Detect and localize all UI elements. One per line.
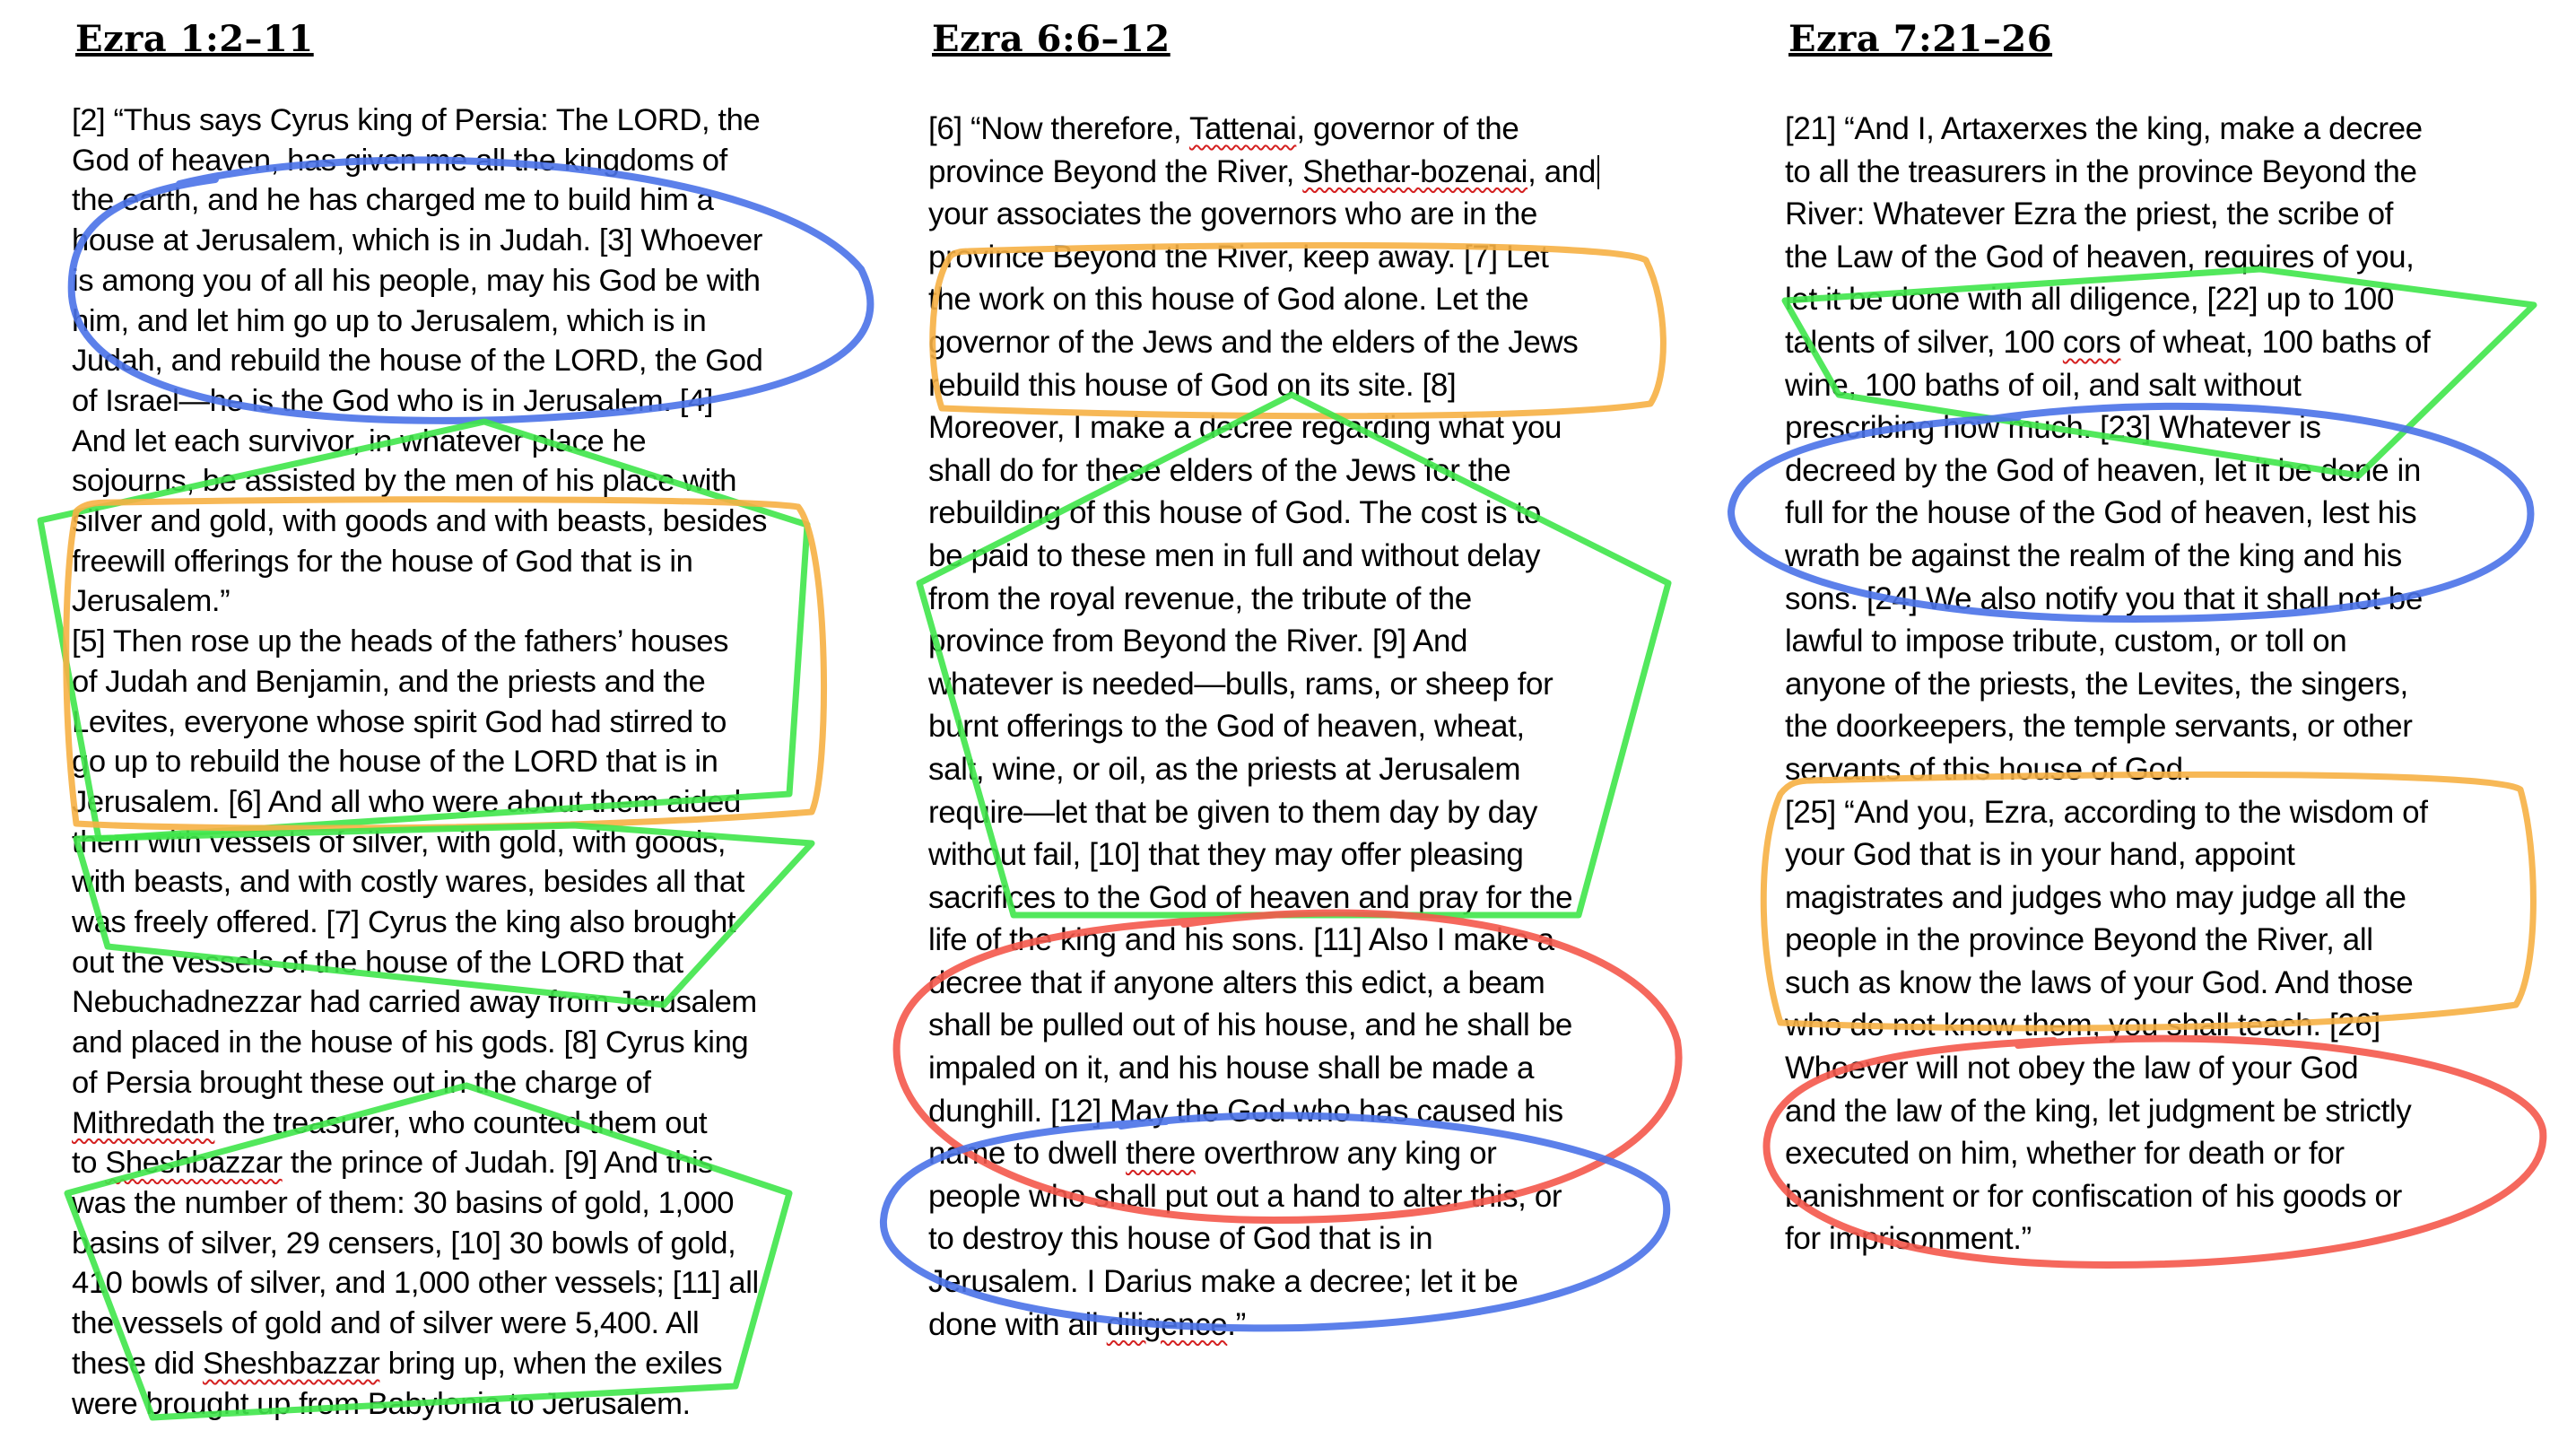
text-line	[1785, 151, 2430, 194]
text-segment: God of heaven, has given me all the kingdoms of	[72, 143, 727, 178]
text-segment: sojourns, be assisted by the men of his place with	[72, 464, 737, 499]
text-segment: sacrifices to the God of heaven and pray for the	[928, 879, 1573, 915]
text-segment: province Beyond the River, keep away. [7] Let	[928, 239, 1549, 275]
text-segment: Jerusalem.”	[72, 584, 231, 619]
text-segment: impaled on it, and his house shall be made a	[928, 1051, 1535, 1086]
text-segment: wrath be against the realm of the king and his	[1785, 537, 2402, 573]
text-line	[1785, 919, 2430, 962]
text-segment: servants of this house of God.	[1785, 751, 2191, 787]
text-line	[72, 381, 767, 422]
text-segment: , and	[1527, 153, 1596, 189]
text-segment: [5] Then rose up the heads of the fathers’ houses	[72, 624, 729, 659]
text-segment: were brought up from Babylonia to Jerusalem.	[72, 1386, 691, 1421]
text-cursor	[1597, 155, 1599, 189]
text-segment: Jerusalem. I Darius make a decree; let it be	[928, 1264, 1519, 1300]
text-segment: the work on this house of God alone. Let the	[928, 282, 1529, 318]
spellcheck-flagged-word: Sheshbazzar	[202, 1346, 380, 1381]
text-line	[1785, 1132, 2430, 1175]
text-line	[72, 1103, 767, 1144]
text-segment: them with vessels of silver, with gold, with goods,	[72, 824, 727, 859]
passage-text-ezra-1	[72, 100, 767, 1424]
text-segment: of Israel—he is the God who is in Jerusalem. [4]	[72, 383, 713, 418]
heading-ezra-7: Ezra 7:21–26	[1788, 18, 2053, 60]
text-line	[1785, 663, 2430, 706]
text-line	[928, 108, 1599, 151]
text-line	[928, 1132, 1599, 1175]
text-segment: [21] “And I, Artaxerxes the king, make a decree	[1785, 111, 2423, 146]
text-line	[72, 1304, 767, 1344]
heading-ezra-1: Ezra 1:2–11	[75, 18, 314, 60]
text-segment: let it be done with all diligence, [22] up to 100	[1785, 282, 2394, 318]
text-segment: of wheat, 100 baths of	[2120, 324, 2431, 360]
text-line	[72, 1023, 767, 1063]
spellcheck-flagged-word: Mithredath	[72, 1105, 215, 1140]
text-line	[72, 141, 767, 181]
text-segment: salt, wine, or oil, as the priests at Jerusalem	[928, 751, 1521, 787]
text-segment: [6] “Now therefore,	[928, 111, 1189, 146]
text-line	[928, 1175, 1599, 1218]
text-line	[1785, 1217, 2430, 1260]
text-line	[1785, 535, 2430, 578]
text-segment: be paid to these men in full and without delay	[928, 537, 1541, 573]
text-line	[1785, 364, 2430, 407]
text-line	[928, 791, 1599, 834]
text-segment: the earth, and he has charged me to build him a	[72, 183, 714, 218]
text-line	[72, 1143, 767, 1183]
text-line	[928, 535, 1599, 578]
text-segment: 410 bowls of silver, and 1,000 other vessels; [11] all	[72, 1266, 759, 1301]
text-segment: sons. [24] We also notify you that it shall not be	[1785, 580, 2423, 616]
text-line	[72, 461, 767, 502]
text-line	[1785, 962, 2430, 1005]
text-line	[1785, 620, 2430, 663]
text-line	[928, 833, 1599, 877]
text-segment: was freely offered. [7] Cyrus the king also brought	[72, 905, 736, 940]
text-segment: to destroy this house of God that is in	[928, 1221, 1433, 1257]
text-segment: rebuild this house of God on its site. [8]	[928, 367, 1457, 403]
spellcheck-flagged-word: there	[1126, 1136, 1196, 1172]
text-line	[928, 1217, 1599, 1260]
text-line	[1785, 278, 2430, 321]
text-line	[72, 622, 767, 662]
text-line	[72, 180, 767, 221]
text-segment: people who shall put out a hand to alter this, or	[928, 1178, 1562, 1214]
text-segment: province from Beyond the River. [9] And	[928, 624, 1468, 659]
text-line	[928, 1047, 1599, 1090]
text-line	[1785, 1090, 2430, 1133]
text-segment: and placed in the house of his gods. [8] Cyrus king	[72, 1025, 749, 1060]
text-segment: of Judah and Benjamin, and the priests and the	[72, 664, 706, 699]
text-line	[72, 502, 767, 542]
text-segment: basins of silver, 29 censers, [10] 30 bowls of gold,	[72, 1226, 736, 1260]
text-line	[928, 151, 1599, 194]
text-line	[72, 782, 767, 823]
spellcheck-flagged-word: Tattenai	[1188, 111, 1297, 146]
text-segment: [25] “And you, Ezra, according to the wisdom of	[1785, 794, 2428, 830]
text-line	[1785, 108, 2430, 151]
text-segment: the prince of Judah. [9] And this	[282, 1146, 714, 1181]
text-segment: lawful to impose tribute, custom, or toll on	[1785, 624, 2347, 659]
text-line	[72, 862, 767, 903]
text-segment: for imprisonment.”	[1785, 1221, 2032, 1257]
text-segment: .”	[1227, 1306, 1246, 1342]
text-line	[1785, 449, 2430, 493]
text-line	[928, 919, 1599, 962]
text-segment: house at Jerusalem, which is in Judah. [3] Whoever	[72, 223, 762, 258]
text-segment: rebuilding of this house of God. The cost is to	[928, 495, 1541, 531]
text-line	[72, 341, 767, 381]
text-line	[72, 1183, 767, 1224]
text-line	[72, 1063, 767, 1103]
text-line	[72, 1263, 767, 1304]
text-segment: banishment or for confiscation of his goods or	[1785, 1178, 2402, 1214]
text-line	[1785, 321, 2430, 364]
text-segment: and the law of the king, let judgment be strictly	[1785, 1093, 2412, 1129]
text-line	[72, 581, 767, 622]
text-line	[928, 1304, 1599, 1347]
text-segment: such as know the laws of your God. And those	[1785, 964, 2414, 1000]
text-segment: people in the province Beyond the River, all	[1785, 922, 2373, 958]
text-segment: to	[72, 1146, 106, 1181]
spellcheck-flagged-word: cors	[2062, 324, 2121, 360]
text-line	[928, 748, 1599, 791]
text-segment: the vessels of gold and of silver were 5,400. All	[72, 1306, 700, 1341]
text-line	[1785, 1047, 2430, 1090]
text-segment: to all the treasurers in the province Beyond the	[1785, 153, 2417, 189]
text-segment: wine, 100 baths of oil, and salt without	[1785, 367, 2302, 403]
text-segment: him, and let him go up to Jerusalem, which is in	[72, 303, 707, 338]
text-segment: burnt offerings to the God of heaven, wheat,	[928, 709, 1525, 745]
text-segment: decree that if anyone alters this edict, a beam	[928, 964, 1545, 1000]
text-segment: Moreover, I make a decree regarding what you	[928, 410, 1562, 446]
text-segment: silver and gold, with goods and with beasts, besides	[72, 504, 767, 539]
text-line	[72, 301, 767, 342]
text-line	[72, 1224, 767, 1264]
text-line	[72, 742, 767, 782]
spellcheck-flagged-word: diligence	[1106, 1306, 1228, 1342]
text-segment: Levites, everyone whose spirit God had stirred to	[72, 704, 727, 739]
text-line	[1785, 705, 2430, 748]
text-line	[928, 705, 1599, 748]
text-segment: bring up, when the exiles	[379, 1346, 723, 1381]
text-segment: the doorkeepers, the temple servants, or other	[1785, 709, 2413, 745]
text-segment: out the vessels of the house of the LORD that	[72, 945, 683, 980]
text-segment: [2] “Thus says Cyrus king of Persia: The LORD, the	[72, 103, 761, 137]
text-line	[928, 1004, 1599, 1047]
text-segment: shall be pulled out of his house, and he shall be	[928, 1007, 1572, 1043]
text-line	[72, 1344, 767, 1384]
passage-text-ezra-7	[1785, 108, 2430, 1260]
text-line	[1785, 791, 2430, 834]
text-line	[928, 449, 1599, 493]
text-line	[72, 702, 767, 743]
text-segment: Whoever will not obey the law of your God	[1785, 1051, 2359, 1086]
text-line	[72, 422, 767, 462]
text-segment: with beasts, and with costly wares, besides all that	[72, 865, 744, 900]
text-line	[928, 492, 1599, 535]
text-segment: your God that is in your hand, appoint	[1785, 837, 2295, 873]
text-line	[928, 236, 1599, 279]
text-segment: whatever is needed—bulls, rams, or sheep for	[928, 666, 1553, 702]
text-segment: is among you of all his people, may his God be with	[72, 263, 761, 298]
text-line	[928, 278, 1599, 321]
text-segment: prescribing how much. [23] Whatever is	[1785, 410, 2321, 446]
text-segment: Jerusalem. [6] And all who were about them aided	[72, 784, 741, 819]
text-line	[928, 321, 1599, 364]
text-segment: province Beyond the River,	[928, 153, 1303, 189]
text-segment: overthrow any king or	[1195, 1136, 1497, 1172]
text-segment: Judah, and rebuild the house of the LORD, the God	[72, 344, 763, 379]
text-segment: governor of the Jews and the elders of the Jews	[928, 324, 1579, 360]
text-line	[928, 578, 1599, 621]
text-segment: executed on him, whether for death or for	[1785, 1136, 2345, 1172]
text-line	[928, 962, 1599, 1005]
text-line	[928, 193, 1599, 236]
text-segment: , governor of the	[1296, 111, 1519, 146]
text-segment: name to dwell	[928, 1136, 1127, 1172]
passage-text-ezra-6	[928, 108, 1599, 1346]
text-line	[1785, 877, 2430, 920]
text-line	[928, 663, 1599, 706]
text-segment: magistrates and judges who may judge all the	[1785, 879, 2406, 915]
text-line	[72, 100, 767, 141]
text-segment: talents of silver, 100	[1785, 324, 2063, 360]
text-segment: decreed by the God of heaven, let it be done in	[1785, 452, 2421, 488]
text-segment: life of the king and his sons. [11] Also I make a	[928, 922, 1554, 958]
text-segment: And let each survivor, in whatever place he	[72, 423, 647, 458]
text-line	[72, 542, 767, 582]
text-segment: without fail, [10] that they may offer pleasing	[928, 837, 1524, 873]
text-line	[72, 943, 767, 983]
text-line	[1785, 833, 2430, 877]
text-line	[928, 620, 1599, 663]
text-line	[1785, 236, 2430, 279]
text-segment: anyone of the priests, the Levites, the singers,	[1785, 666, 2408, 702]
text-segment: dunghill. [12] May the God who has caused his	[928, 1093, 1563, 1129]
text-segment: who do not know them, you shall teach. [26]	[1785, 1007, 2380, 1043]
spellcheck-flagged-word: Shethar-bozenai	[1302, 153, 1528, 189]
text-line	[1785, 492, 2430, 535]
text-segment: the Law of the God of heaven, requires of you,	[1785, 239, 2415, 275]
text-line	[1785, 193, 2430, 236]
text-line	[1785, 406, 2430, 449]
text-segment: full for the house of the God of heaven, lest his	[1785, 495, 2417, 531]
text-line	[928, 406, 1599, 449]
text-line	[72, 903, 767, 943]
text-line	[72, 221, 767, 261]
text-segment: of Persia brought these out in the charge of	[72, 1065, 651, 1100]
text-segment: freewill offerings for the house of God that is in	[72, 544, 693, 579]
text-line	[1785, 1004, 2430, 1047]
text-line	[928, 1260, 1599, 1304]
text-segment: the treasurer, who counted them out	[214, 1105, 708, 1140]
text-segment: require—let that be given to them day by day	[928, 794, 1537, 830]
text-segment: River: Whatever Ezra the priest, the scribe of	[1785, 196, 2393, 232]
text-segment: done with all	[928, 1306, 1107, 1342]
text-line	[1785, 1175, 2430, 1218]
text-segment: Nebuchadnezzar had carried away from Jerusalem	[72, 985, 757, 1020]
text-segment: from the royal revenue, the tribute of the	[928, 580, 1472, 616]
text-line	[72, 261, 767, 301]
text-line	[72, 1384, 767, 1425]
text-line	[928, 877, 1599, 920]
text-line	[928, 1090, 1599, 1133]
text-line	[1785, 578, 2430, 621]
text-segment: was the number of them: 30 basins of gold, 1,000	[72, 1185, 735, 1220]
text-segment: go up to rebuild the house of the LORD that is in	[72, 745, 718, 780]
text-segment: your associates the governors who are in the	[928, 196, 1537, 232]
text-line	[72, 662, 767, 702]
text-line	[928, 364, 1599, 407]
text-segment: shall do for these elders of the Jews for the	[928, 452, 1511, 488]
text-segment: these did	[72, 1346, 203, 1381]
text-line	[72, 823, 767, 863]
text-line	[1785, 748, 2430, 791]
spellcheck-flagged-word: Sheshbazzar	[105, 1146, 283, 1181]
heading-ezra-6: Ezra 6:6–12	[932, 18, 1171, 60]
text-line	[72, 982, 767, 1023]
